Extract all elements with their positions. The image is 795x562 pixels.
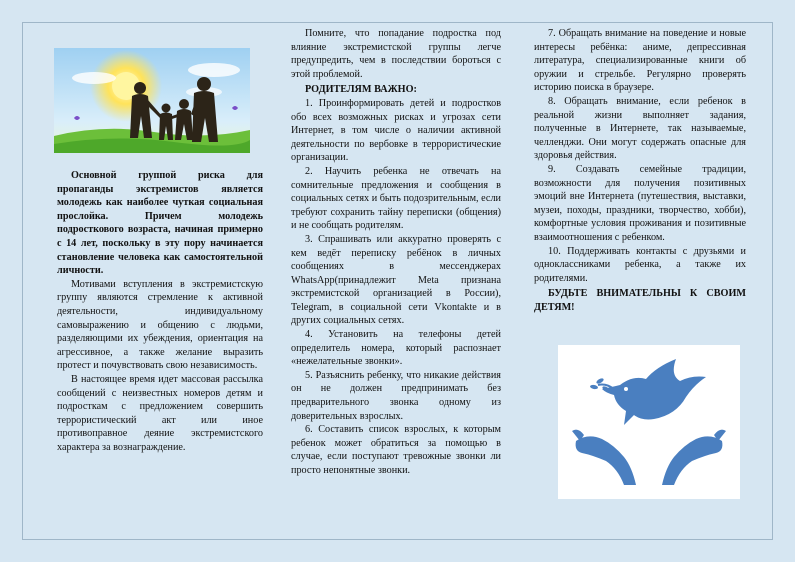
advice-item-7: 7. Обращать внимание на поведение и новые интересы ребёнка: аниме, депрессивная литература, специализированные книги об оружии и стрельбе. Регулярно проверять историю поиска в браузере. bbox=[534, 28, 746, 94]
advice-item-8: 8. Обращать внимание, если ребенок в реальной жизни выполняет задания, полученные в Интернете, так называемые, челленджи. Они могут содержать опасные для здоровья действия. bbox=[534, 95, 746, 162]
mass-messaging-paragraph: В настоящее время идет массовая рассылка сообщений с неизвестных номеров детям и подросткам с предложением совершить террористический акт или иное противоправное деяние экстремистского характера за вознаграждение. bbox=[57, 373, 263, 453]
advice-item-6: 6. Составить список взрослых, к которым ребенок может обратиться за помощью в случае, если поступают тревожные звонки ли просто непонятные звонки. bbox=[291, 424, 501, 476]
family-photo bbox=[54, 48, 250, 153]
advice-item-2: 2. Научить ребенка не отвечать на сомнительные предложения и сообщения в социальных сетях и быть подозрительным, если требуют сохранить тайну переписки (общения) и не сообщать родителям. bbox=[291, 165, 501, 232]
dove-hands-image bbox=[558, 345, 740, 499]
column-middle bbox=[291, 27, 501, 478]
advice-item-4: 4. Установить на телефоны детей определитель номера, который распознает «нежелательные звонки». bbox=[291, 329, 501, 368]
advice-item-9: 9. Создавать семейные традиции, возможности для получения позитивных эмоций вне Интернета (путешествия, выставки, музеи, походы, праздники, творчество, хобби), комфортные условия проживания и позитивные взаимоотношения с ребенком. bbox=[534, 163, 746, 243]
family-silhouette-image bbox=[54, 48, 250, 153]
advice-item-1: 1. Проинформировать детей и подростков обо всех возможных рисках и угрозах сети Интернет, в том числе о наличии активной деятельности по вербовке в террористические организации. bbox=[291, 97, 501, 164]
column-left bbox=[57, 169, 263, 454]
advice-item-10: 10. Поддерживать контакты с друзьями и одноклассниками ребенка, а также их родителями. bbox=[534, 245, 746, 284]
column-right bbox=[534, 27, 746, 314]
intro-paragraph: Помните, что попадание подростка под влияние экстремистской группы легче предупредить, чем в последствии бороться с этой проблемой. bbox=[291, 28, 501, 80]
advice-item-5: 5. Разъяснить ребенку, что никакие действия он не должен предпринимать без предварительного звонка одному из доверительных взрослых. bbox=[291, 369, 501, 422]
motives-paragraph: Мотивами вступления в экстремистскую группу являются стремление к активной деятельности, индивидуальному самовыражению и общению с людьми, разделяющими их убеждения, ориентация на агрессивное, а также желание выразить протест и почувствовать свою независимость. bbox=[57, 278, 263, 372]
risk-group-paragraph: Основной группой риска для пропаганды экстремистов является молодежь как наиболее чуткая социальная прослойка. Причем молодежь подросткового возраста, начиная примерно с 14 лет, поскольку в эту пору начинается становление человека как самостоятельной личности. bbox=[57, 170, 263, 277]
parents-heading: РОДИТЕЛЯМ ВАЖНО: bbox=[305, 84, 417, 96]
closing-slogan: БУДЬТЕ ВНИМАТЕЛЬНЫ К СВОИМ ДЕТЯМ! bbox=[534, 288, 746, 313]
brochure-sheet bbox=[22, 22, 773, 540]
dove-icon bbox=[558, 345, 740, 499]
advice-item-3: 3. Спрашивать или аккуратно проверять с кем ведёт переписку ребёнок в личных сообщениях в мессенджерах WhatsApp(принадлежит Meta признана экстремистской организацией в России), Telegram, в социальной сети Vkontakte и в других социальных сетях. bbox=[291, 233, 501, 327]
